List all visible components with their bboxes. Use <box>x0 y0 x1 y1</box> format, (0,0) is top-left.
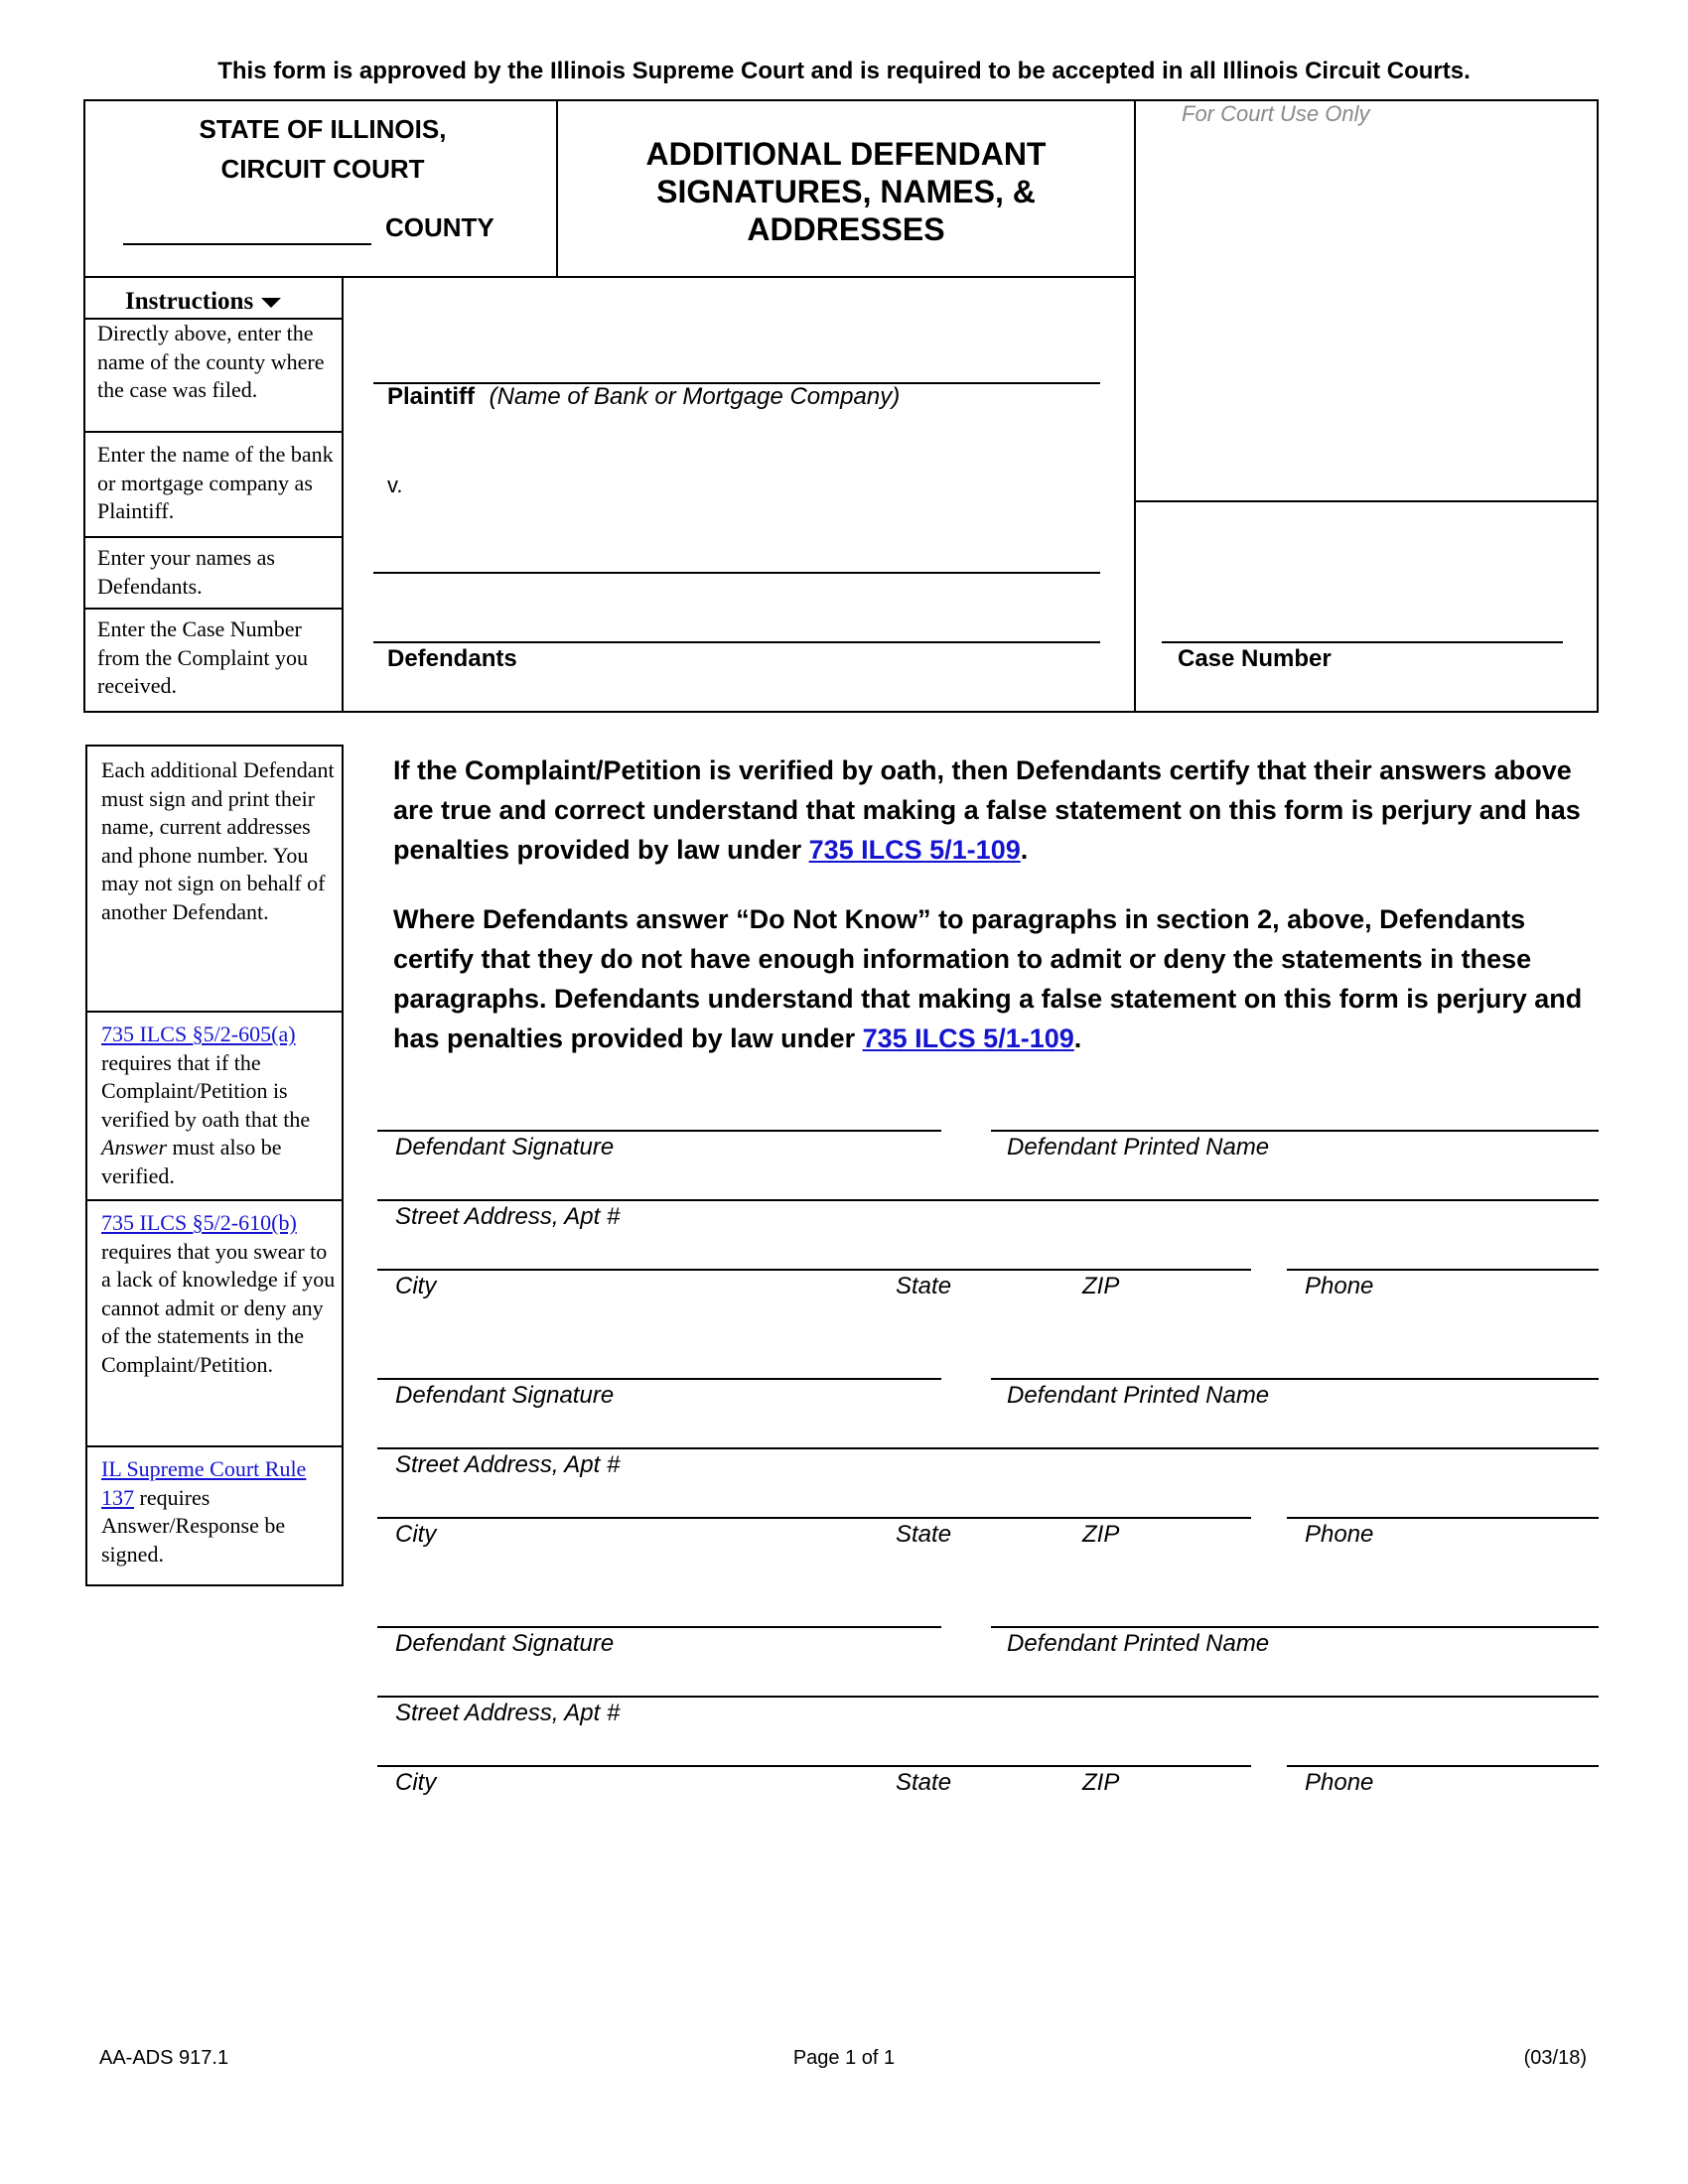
instruction-plaintiff: Enter the name of the bank or mortgage company as Plaintiff. <box>97 442 334 523</box>
supreme-court-rule-137-link[interactable]: IL Supreme Court Rule 137 <box>101 1456 307 1510</box>
paragraph-2-period: . <box>1073 1024 1082 1053</box>
triangle-down-icon <box>261 298 281 308</box>
ilcs-1-109-link-2[interactable]: 735 ILCS 5/1-109 <box>862 1024 1074 1053</box>
top-notice: This form is approved by the Illinois Supreme Court and is required to be accepted in all Illinois Circuit Courts. <box>217 58 1471 84</box>
ilcs-1-109-link-1[interactable]: 735 ILCS 5/1-109 <box>808 835 1021 865</box>
court-use-label: For Court Use Only <box>1182 101 1370 126</box>
street-address-label: Street Address, Apt # <box>395 1700 621 1726</box>
signature-block <box>0 1378 1688 1567</box>
printed-name-label: Defendant Printed Name <box>1007 1630 1270 1657</box>
instruction-divider-1 <box>83 431 342 433</box>
sidebar-divider-1 <box>87 1011 342 1013</box>
state-label: State <box>896 1273 952 1299</box>
defendants-label: Defendants <box>387 645 517 672</box>
signature-label: Defendant Signature <box>395 1630 615 1657</box>
versus-label: v. <box>387 473 403 497</box>
state-line-1: STATE OF ILLINOIS, <box>199 114 447 144</box>
state-line-2: CIRCUIT COURT <box>220 154 425 184</box>
instruction-case-number: Enter the Case Number from the Complaint you received. <box>97 616 309 698</box>
zip-label: ZIP <box>1082 1273 1120 1299</box>
printed-name-input-line[interactable] <box>991 1626 1599 1628</box>
defendant-input-line-2[interactable] <box>373 641 1100 643</box>
header-bottom-rule <box>83 276 1136 278</box>
title-line-1: ADDITIONAL DEFENDANT <box>645 136 1047 172</box>
signature-input-line[interactable] <box>377 1626 941 1628</box>
city-state-zip-input-line[interactable] <box>377 1269 1251 1271</box>
sidebar-note-2-italic: Answer <box>101 1135 167 1160</box>
sidebar-note-4-text: requires Answer/Response be signed. <box>101 1484 286 1567</box>
phone-input-line[interactable] <box>1287 1765 1599 1767</box>
verification-paragraph-2 <box>393 899 1585 1058</box>
case-number-label: Case Number <box>1178 645 1332 672</box>
case-number-input-line[interactable] <box>1162 641 1563 643</box>
county-input-line[interactable] <box>123 243 371 245</box>
signature-label: Defendant Signature <box>395 1134 615 1160</box>
sidebar-note-3-text: requires that you swear to a lack of knowledge if you cannot admit or deny any of the statements in the Complaint/Petition. <box>101 1238 336 1377</box>
ilcs-2-605-link[interactable]: 735 ILCS §5/2-605(a) <box>101 1022 296 1046</box>
verification-paragraph-1 <box>393 751 1585 870</box>
paragraph-1-text: If the Complaint/Petition is verified by oath, then Defendants certify that their answers above are true and correct understand that making a false statement on this form is perjury and has penalties provided by law under <box>393 755 1581 865</box>
printed-name-label: Defendant Printed Name <box>1007 1382 1270 1409</box>
zip-label: ZIP <box>1082 1769 1120 1796</box>
instruction-divider-2 <box>83 536 342 538</box>
city-label: City <box>395 1769 437 1796</box>
zip-label: ZIP <box>1082 1521 1120 1548</box>
street-address-label: Street Address, Apt # <box>395 1203 621 1230</box>
street-address-input-line[interactable] <box>377 1199 1599 1201</box>
sidebar-note-2-text: requires that if the Complaint/Petition is verified by oath that the <box>101 1049 311 1132</box>
phone-label: Phone <box>1305 1273 1374 1299</box>
state-label: State <box>896 1769 952 1796</box>
printed-name-input-line[interactable] <box>991 1130 1599 1132</box>
signature-input-line[interactable] <box>377 1378 941 1380</box>
instructions-column <box>83 320 342 713</box>
instruction-defendants: Enter your names as Defendants. <box>97 545 275 599</box>
ilcs-2-610-link[interactable]: 735 ILCS §5/2-610(b) <box>101 1210 297 1235</box>
form-title <box>558 135 1134 248</box>
state-heading <box>99 109 546 189</box>
title-line-3: ADDRESSES <box>747 211 945 247</box>
signature-block <box>0 1626 1688 1815</box>
instruction-county: Directly above, enter the name of the county where the case was filed. <box>97 321 325 402</box>
signature-label: Defendant Signature <box>395 1382 615 1409</box>
printed-name-label: Defendant Printed Name <box>1007 1134 1270 1160</box>
page-number: Page 1 of 1 <box>792 2047 896 2069</box>
revision-date: (03/18) <box>1523 2047 1587 2069</box>
printed-name-input-line[interactable] <box>991 1378 1599 1380</box>
sidebar-note-1: Each additional Defendant must sign and print their name, current addresses and phone number. You may not sign on behalf of another Defendant. <box>101 757 335 924</box>
city-label: City <box>395 1273 437 1299</box>
city-label: City <box>395 1521 437 1548</box>
court-use-bottom-rule <box>1134 500 1599 502</box>
paragraph-2-text: Where Defendants answer “Do Not Know” to paragraphs in section 2, above, Defendants certify that they do not have enough information to admit or deny the statements in these paragraphs. Defendants understand that making a false statement on this form is perjury and has penalties provided by law under <box>393 904 1583 1053</box>
city-state-zip-input-line[interactable] <box>377 1765 1251 1767</box>
plaintiff-caption <box>387 383 900 411</box>
plaintiff-hint: (Name of Bank or Mortgage Company) <box>489 383 901 410</box>
signature-input-line[interactable] <box>377 1130 941 1132</box>
instructions-heading[interactable] <box>125 288 281 316</box>
instructions-heading-label: Instructions <box>125 288 254 315</box>
street-address-input-line[interactable] <box>377 1696 1599 1698</box>
state-label: State <box>896 1521 952 1548</box>
instruction-divider-3 <box>83 608 342 610</box>
sidebar-note-2-tail: must also be verified. <box>101 1135 282 1188</box>
form-code: AA-ADS 917.1 <box>99 2047 229 2069</box>
phone-input-line[interactable] <box>1287 1269 1599 1271</box>
instructions-right-rule <box>342 276 344 713</box>
signature-block <box>0 1130 1688 1318</box>
plaintiff-label: Plaintiff <box>387 383 475 410</box>
phone-label: Phone <box>1305 1521 1374 1548</box>
phone-input-line[interactable] <box>1287 1517 1599 1519</box>
street-address-input-line[interactable] <box>377 1447 1599 1449</box>
phone-label: Phone <box>1305 1769 1374 1796</box>
city-state-zip-input-line[interactable] <box>377 1517 1251 1519</box>
county-label: COUNTY <box>385 212 494 242</box>
street-address-label: Street Address, Apt # <box>395 1451 621 1478</box>
defendant-input-line-1[interactable] <box>373 572 1100 574</box>
title-line-2: SIGNATURES, NAMES, & <box>656 174 1036 209</box>
paragraph-1-period: . <box>1020 835 1029 865</box>
header-divider-2 <box>1134 99 1136 713</box>
